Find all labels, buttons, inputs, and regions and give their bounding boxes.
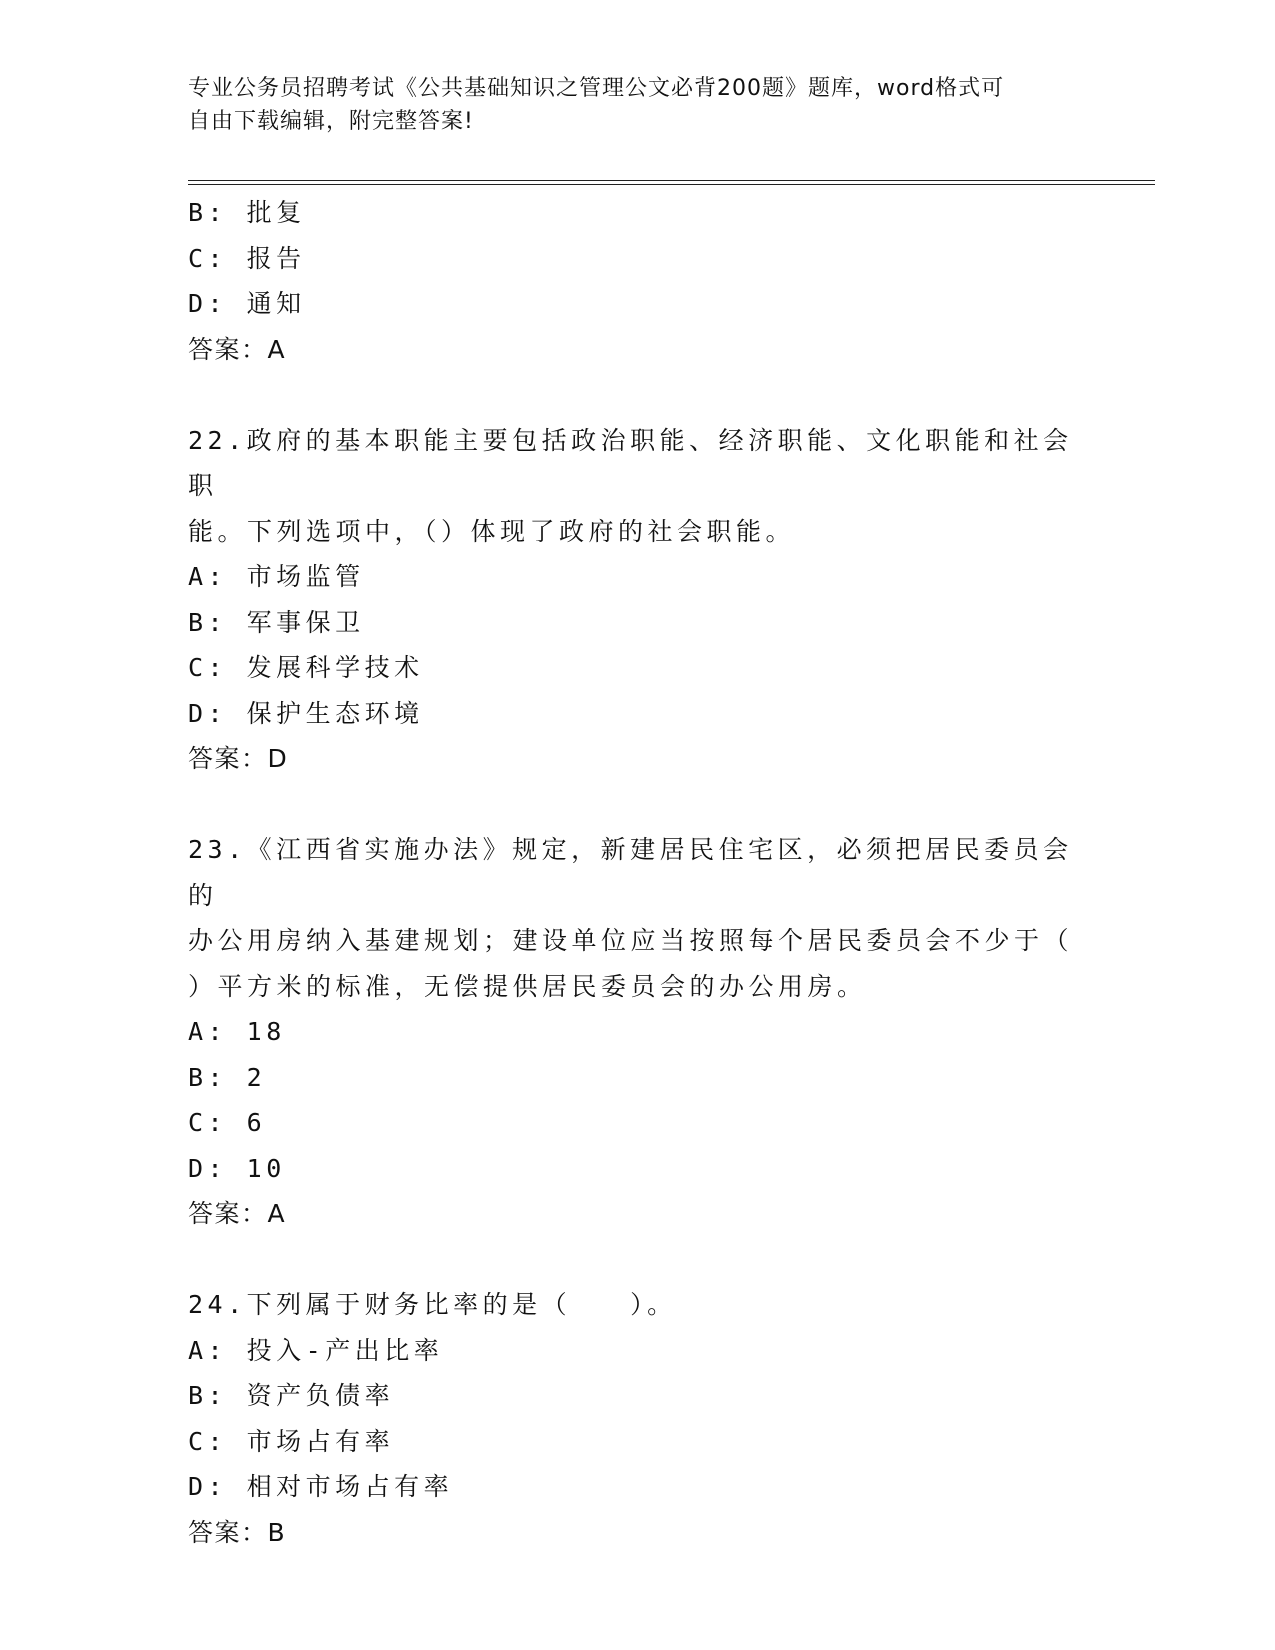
- question-stem-line: 办公用房纳入基建规划；建设单位应当按照每个居民委员会不少于（: [188, 926, 1074, 955]
- option-c: C: 市场占有率: [188, 1426, 395, 1456]
- option-c: C: 报告: [188, 243, 306, 273]
- option-b: B: 2: [188, 1062, 267, 1092]
- header-divider-top: [188, 180, 1155, 181]
- question-stem-line: ）平方米的标准，无偿提供居民委员会的办公用房。: [188, 971, 867, 1001]
- option-b: B: 军事保卫: [188, 607, 365, 637]
- option-b: B: 资产负债率: [188, 1381, 395, 1410]
- option-d: D: 相对市场占有率: [188, 1472, 454, 1501]
- answer-line: 答案：B: [188, 1517, 287, 1547]
- document-body: [188, 190, 1088, 1555]
- option-a: A: 市场监管: [188, 562, 365, 591]
- option-d: D: 保护生态环境: [188, 698, 424, 728]
- spacer: [188, 782, 1088, 828]
- option-a: A: 18: [188, 1017, 286, 1046]
- document-header: [188, 72, 1088, 138]
- question-stem-line: 24.下列属于财务比率的是（ ）。: [188, 1290, 677, 1319]
- question-22: [188, 418, 1088, 782]
- option-d: D: 通知: [188, 289, 306, 318]
- answer-line: 答案：A: [188, 334, 287, 364]
- question-stem-line: 23.《江西省实施办法》规定，新建居民住宅区，必须把居民委员会的: [188, 835, 1073, 910]
- answer-line: 答案：D: [188, 744, 289, 773]
- spacer: [188, 1237, 1088, 1283]
- answer-line: 答案：A: [188, 1199, 287, 1228]
- option-b: B: 批复: [188, 198, 306, 227]
- option-a: A: 投入-产出比率: [188, 1335, 444, 1365]
- option-c: C: 发展科学技术: [188, 653, 424, 682]
- header-line-1: 专业公务员招聘考试《公共基础知识之管理公文必背200题》题库，word格式可: [188, 76, 1005, 101]
- header-line-2: 自由下载编辑，附完整答案!: [188, 109, 474, 134]
- question-24: [188, 1282, 1088, 1555]
- header-divider-bottom: [188, 184, 1155, 185]
- spacer: [188, 372, 1088, 418]
- question-stem-line: 22.政府的基本职能主要包括政治职能、经济职能、文化职能和社会职: [188, 425, 1073, 500]
- option-c: C: 6: [188, 1108, 267, 1137]
- option-d: D: 10: [188, 1153, 286, 1183]
- question-partial: [188, 190, 1088, 372]
- question-23: [188, 827, 1088, 1237]
- question-stem-line: 能。下列选项中，（）体现了政府的社会职能。: [188, 516, 796, 546]
